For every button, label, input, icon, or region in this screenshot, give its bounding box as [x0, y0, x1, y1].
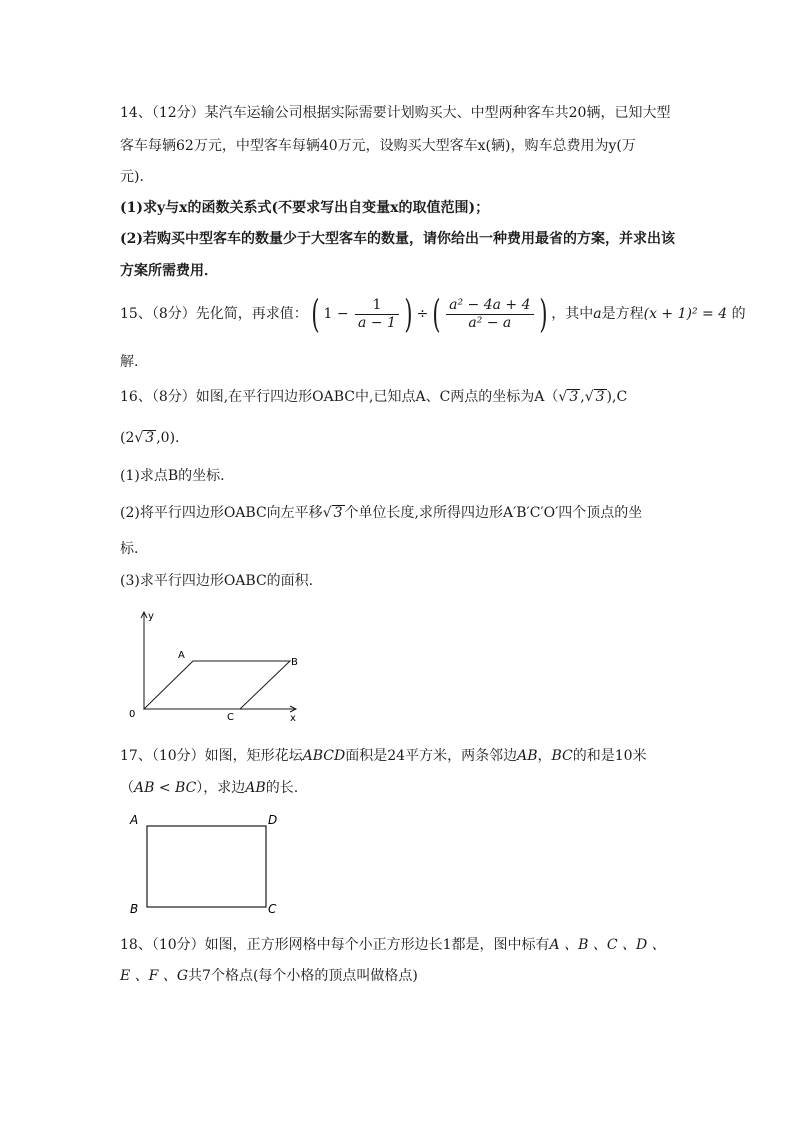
q14-line3: 元)．: [120, 169, 154, 185]
q15-fraction-1: [355, 297, 399, 332]
parallelogram-figure: [120, 605, 320, 730]
q14-part1: (1)求y与x的函数关系式(不要求写出自变量x的取值范围)；: [120, 200, 490, 216]
q14-line1: 14、（12分）某汽车运输公司根据实际需要计划购买大、中型两种客车共20辆，已知大型: [120, 105, 671, 121]
left-paren: (: [311, 292, 320, 336]
q17-line2-suffix: 的长.: [265, 780, 299, 796]
q15-frac1-denominator: a − 1: [358, 314, 396, 331]
q15-one: 1: [323, 306, 333, 322]
ab: AB: [245, 780, 266, 796]
bc: BC: [551, 748, 573, 764]
right-paren: ): [539, 292, 548, 336]
q15-frac1-numerator: 1: [355, 297, 399, 315]
q15-mid2: 是方程: [601, 306, 644, 322]
sqrt-radicand: 3: [595, 389, 605, 405]
q18-line2-text: 共7个格点(每个小格的顶点叫做格点): [188, 968, 418, 984]
q18-points-2: E 、F 、G: [120, 968, 189, 984]
x-axis-label: x: [290, 713, 296, 724]
y-axis-label: y: [148, 611, 154, 622]
point-c-label: C: [227, 712, 234, 723]
corner-b-label: B: [130, 902, 139, 916]
point-a-label: A: [178, 650, 185, 661]
origin-label: 0: [129, 709, 136, 720]
right-paren: ): [404, 292, 413, 336]
q16-part3: (3)求平行四边形OABC的面积.: [120, 573, 314, 589]
q15-var: a: [593, 306, 602, 322]
q15-frac2-denominator: a² − a: [468, 314, 512, 331]
q16-part2-line2: 标.: [120, 541, 139, 557]
q16-part1: (1)求点B的坐标.: [120, 468, 225, 484]
q17-line1-mid: 面积是24平方米，两条邻边: [345, 748, 518, 764]
parallelogram-oabc: [144, 661, 290, 709]
q16-line1: [120, 388, 627, 406]
abcd: ABCD: [302, 748, 346, 764]
q16-part2-prefix: (2)将平行四边形OABC向左平移: [120, 505, 323, 521]
corner-d-label: D: [268, 813, 278, 827]
left-paren: (: [432, 292, 441, 336]
q15-prefix: 15、（8分）先化简，再求值：: [120, 306, 308, 322]
q16-part2-suffix: 个单位长度,求所得四边形A′B′C′O′四个顶点的坐: [344, 505, 643, 521]
sqrt-radicand: 3: [333, 505, 343, 521]
sqrt-sign: √: [134, 430, 144, 446]
q14-line2: 客车每辆62万元，中型客车每辆40万元，设购买大型客车x(辆)，购车总费用为y(万: [120, 138, 636, 154]
corner-c-label: C: [268, 902, 277, 916]
q17-line1: [120, 747, 647, 765]
q15-equation: (x + 1)² = 4: [643, 306, 728, 322]
point-b-label: B: [291, 657, 298, 668]
q15-minus: −: [336, 306, 349, 322]
q16-line1-prefix: 16、（8分）如图,在平行四边形OABC中,已知点A、C两点的坐标为A（: [120, 389, 559, 405]
q18-points-1: A 、B 、C 、D 、: [549, 937, 666, 953]
q15-fraction-2: [446, 297, 533, 332]
q17-line2-prefix: （: [120, 780, 134, 796]
sqrt-sign: √: [558, 389, 568, 405]
q14-part2a: (2)若购买中型客车的数量少于大型客车的数量，请你给出一种费用最省的方案，并求出该: [120, 231, 675, 247]
sqrt-radicand: 3: [569, 389, 579, 405]
rectangle-figure: [125, 810, 295, 920]
rectangle-abcd: [147, 826, 266, 907]
q16-line2: [120, 429, 180, 447]
q15-line2: 解.: [120, 354, 139, 370]
q15-suffix: 的: [731, 306, 746, 322]
q18-line1: [120, 936, 666, 954]
ab: AB: [517, 748, 538, 764]
q14-part2b: 方案所需费用．: [120, 263, 218, 279]
q18-line2: [120, 967, 418, 985]
q16-part2: [120, 504, 642, 522]
q15-line1: [120, 292, 746, 338]
q17-line2-mid: ），求边: [196, 780, 246, 796]
q17-line1-suffix: 的和是10米: [572, 748, 647, 764]
q16-line2-prefix: (2: [120, 430, 135, 446]
corner-a-label: A: [130, 813, 139, 827]
q18-line1-text: 18、（10分）如图，正方形网格中每个小正方形边长1都是，图中标有: [120, 937, 550, 953]
q16-line2-suffix: ,0).: [156, 430, 180, 446]
comma: ,: [580, 389, 585, 405]
sqrt-sign: √: [584, 389, 594, 405]
sqrt-radicand: 3: [145, 430, 155, 446]
q16-line1-suffix: ),C: [606, 389, 628, 405]
sqrt-sign: √: [322, 505, 332, 521]
q15-mid: ，其中: [551, 306, 594, 322]
q17-line1-prefix: 17、（10分）如图，矩形花坛: [120, 748, 303, 764]
inequality: AB < BC: [134, 780, 197, 796]
q15-divide: ÷: [416, 306, 429, 322]
q15-frac2-numerator: a² − 4a + 4: [446, 297, 533, 315]
sep: ，: [537, 748, 552, 764]
q17-line2: [120, 779, 298, 797]
